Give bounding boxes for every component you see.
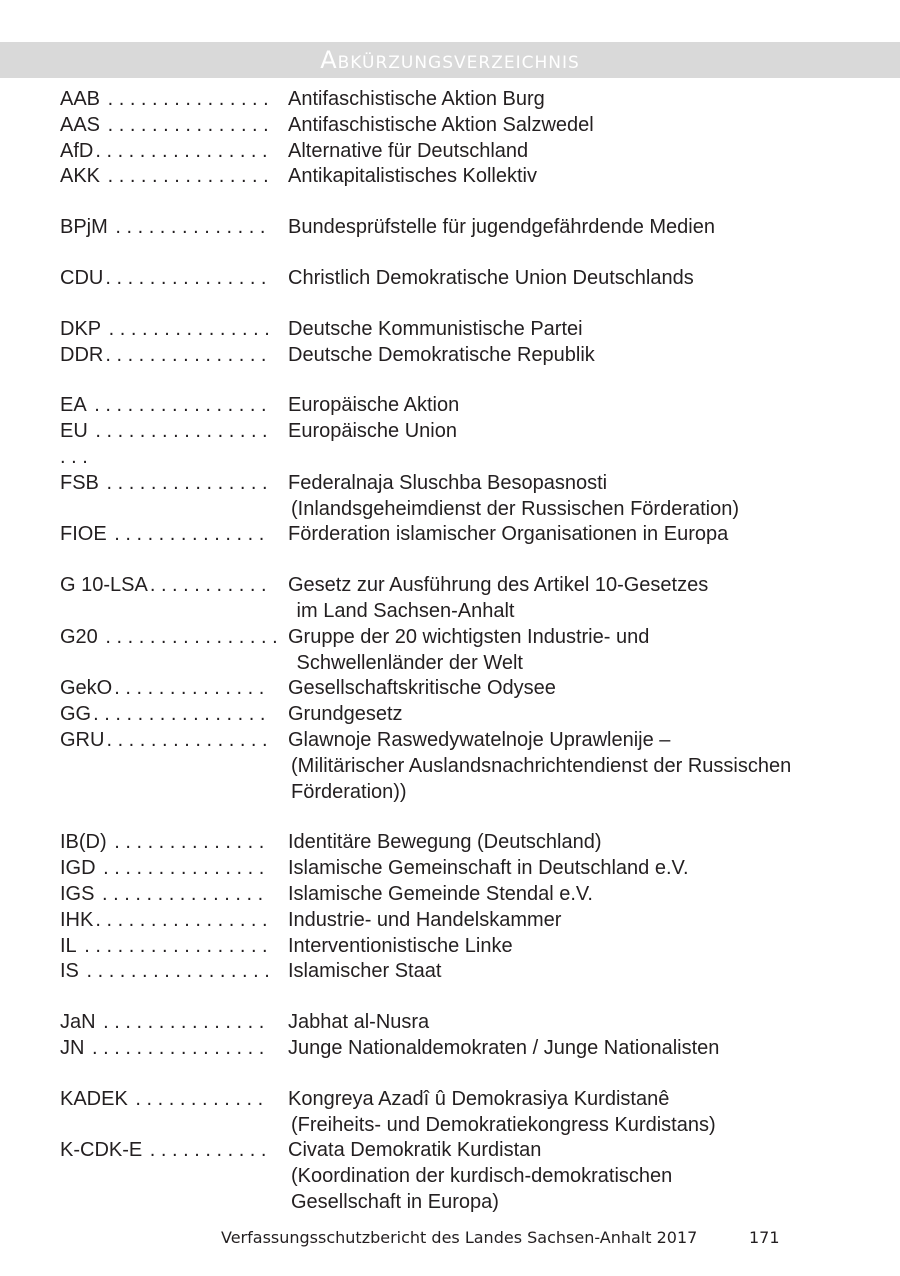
- abbreviation-entry-continuation: [60, 754, 860, 780]
- abbreviation-entry-continuation: [60, 651, 860, 677]
- leader-dots: . . . . . . . . . . . . . . .: [96, 882, 264, 905]
- abbreviation-entry: [60, 625, 860, 651]
- abbreviation-definition: Europäische Union: [288, 420, 457, 443]
- abbreviation-entry-continuation: [60, 1190, 860, 1216]
- abbreviation-definition: Förderation)): [291, 780, 407, 803]
- abbreviation-definition: (Militärischer Auslandsnachrichtendienst der Russischen: [291, 754, 792, 777]
- abbreviation-code: AAS: [60, 113, 101, 136]
- abbreviation-code: EA: [60, 394, 87, 417]
- leader-dots: . . . . . . . . . . . . . .: [114, 677, 265, 700]
- footer-title: Verfassungsschutzbericht des Landes Sachsen-Anhalt 2017: [221, 1228, 698, 1247]
- abbreviation-entry-continuation: [60, 780, 860, 806]
- group-spacer: [60, 1062, 860, 1087]
- abbreviation-code: . . .: [60, 445, 88, 468]
- abbreviation-code: EU: [60, 420, 88, 443]
- abbreviation-definition: im Land Sachsen-Anhalt: [291, 599, 515, 622]
- abbreviation-entry: [60, 959, 860, 985]
- abbreviation-term: [60, 87, 288, 113]
- abbreviation-code: K-CDK-E: [60, 1139, 143, 1162]
- abbreviation-definition: Islamische Gemeinde Stendal e.V.: [288, 882, 593, 905]
- group-spacer: [60, 292, 860, 317]
- abbreviation-definition: Industrie- und Handelskammer: [288, 908, 562, 931]
- abbreviation-code: IHK: [60, 908, 94, 931]
- leader-dots: . . . . . . . . . . . . . .: [108, 831, 265, 854]
- leader-dots: . . . . . . . . . . . . . . .: [100, 471, 268, 494]
- abbreviation-entry: [60, 139, 860, 165]
- abbreviation-code: G20: [60, 625, 98, 648]
- leader-dots: . . . . . . . . . . . . . . . .: [99, 625, 278, 648]
- abbreviation-code: AfD: [60, 139, 94, 162]
- abbreviation-definition: [288, 445, 860, 471]
- leader-dots: . . . . . . . . . . . . . . .: [97, 857, 265, 880]
- abbreviation-term: [60, 830, 288, 856]
- leader-dots: . . . . . . . . . . . . . . .: [106, 728, 268, 751]
- abbreviation-code: IGD: [60, 857, 96, 880]
- abbreviation-code: GG: [60, 703, 92, 726]
- abbreviation-code: FSB: [60, 471, 99, 494]
- abbreviation-term: [60, 1113, 288, 1139]
- abbreviation-code: DDR: [60, 343, 104, 366]
- leader-dots: . . . . . . . . . . . . . . . . .: [78, 934, 268, 957]
- abbreviation-code: IS: [60, 960, 79, 983]
- abbreviation-term: [60, 676, 288, 702]
- abbreviation-code: FIOE: [60, 523, 107, 546]
- abbreviation-definition: Antifaschistische Aktion Burg: [288, 88, 545, 110]
- abbreviation-term: [60, 1036, 288, 1062]
- abbreviation-entry: [60, 702, 860, 728]
- page-number: 171: [749, 1228, 780, 1247]
- leader-dots: . . . . . . . . . . . . . .: [108, 523, 265, 546]
- abbreviation-term: [60, 856, 288, 882]
- abbreviation-definition: Alternative für Deutschland: [288, 139, 529, 162]
- abbreviation-entry: [60, 215, 860, 241]
- section-header-bar: [0, 42, 900, 78]
- leader-dots: . . . . . . . . . . . . . . . .: [88, 394, 267, 417]
- abbreviation-definition: Gesellschaft in Europa): [291, 1190, 499, 1213]
- abbreviation-term: [60, 1087, 288, 1113]
- leader-dots: . . . . . . . . . . . . . . .: [102, 88, 269, 110]
- leader-dots: . . . . . . . . . . . . . . .: [102, 165, 269, 188]
- abbreviation-definition: Glawnoje Raswedywatelnoje Uprawlenije –: [288, 728, 671, 751]
- abbreviation-term: [60, 497, 288, 523]
- abbreviation-entry: [60, 419, 860, 445]
- section-title: Abkürzungsverzeichnis: [320, 46, 580, 74]
- abbreviation-entry: [60, 164, 860, 190]
- abbreviation-term: [60, 908, 288, 934]
- abbreviation-definition: Förderation islamischer Organisationen in Europa: [288, 523, 729, 546]
- abbreviation-entry: [60, 522, 860, 548]
- abbreviation-code: GRU: [60, 728, 105, 751]
- abbreviation-definition: Antikapitalistisches Kollektiv: [288, 165, 537, 188]
- abbreviation-entry-continuation: [60, 497, 860, 523]
- abbreviation-term: [60, 471, 288, 497]
- abbreviation-entry: [60, 393, 860, 419]
- abbreviation-term: [60, 728, 288, 754]
- abbreviation-code: DKP: [60, 317, 102, 340]
- leader-dots: . . . . . . . . . . . . . . .: [103, 317, 270, 340]
- abbreviation-term: [60, 702, 288, 728]
- abbreviation-definition: Junge Nationaldemokraten / Junge Nationalisten: [288, 1036, 720, 1059]
- abbreviation-definition: Kongreya Azadî û Demokrasiya Kurdistanê: [288, 1087, 670, 1110]
- abbreviation-term: [60, 343, 288, 369]
- abbreviation-term: [60, 599, 288, 625]
- leader-dots: . . . . . . . . . . . . . . .: [102, 113, 269, 136]
- group-spacer: [60, 190, 860, 215]
- abbreviation-entry: [60, 266, 860, 292]
- group-spacer: [60, 985, 860, 1010]
- group-spacer: [60, 805, 860, 830]
- abbreviation-term: [60, 266, 288, 292]
- abbreviation-definition: Deutsche Kommunistische Partei: [288, 317, 583, 340]
- abbreviation-definition: Antifaschistische Aktion Salzwedel: [288, 113, 594, 136]
- abbreviation-entry: [60, 113, 860, 139]
- leader-dots: . . . . . . . . . . . . . .: [109, 216, 266, 239]
- abbreviation-entry-continuation: [60, 1164, 860, 1190]
- leader-dots: . . . . . . . . . . . . . . . . .: [80, 960, 270, 983]
- abbreviation-entry: [60, 908, 860, 934]
- abbreviation-definition: Federalnaja Sluschba Besopasnosti: [288, 471, 608, 494]
- leader-dots: . . . . . . . . . . . .: [129, 1087, 264, 1110]
- abbreviation-definition: Schwellenländer der Welt: [291, 651, 523, 674]
- abbreviation-term: [60, 139, 288, 165]
- abbreviation-entry: [60, 1138, 860, 1164]
- abbreviation-entry: [60, 830, 860, 856]
- abbreviation-term: [60, 1164, 288, 1190]
- abbreviation-term: [60, 651, 288, 677]
- abbreviation-term: [60, 1010, 288, 1036]
- abbreviation-term: [60, 113, 288, 139]
- abbreviation-entry: [60, 728, 860, 754]
- abbreviation-entry: [60, 445, 860, 471]
- abbreviation-definition: Deutsche Demokratische Republik: [288, 343, 595, 366]
- abbreviation-code: IGS: [60, 882, 95, 905]
- abbreviation-entry: [60, 856, 860, 882]
- group-spacer: [60, 548, 860, 573]
- abbreviation-entry: [60, 882, 860, 908]
- abbreviation-code: CDU: [60, 266, 104, 289]
- abbreviation-code: KADEK: [60, 1087, 128, 1110]
- abbreviation-term: [60, 215, 288, 241]
- group-spacer: [60, 241, 860, 266]
- abbreviation-code: AAB: [60, 88, 101, 110]
- abbreviation-definition: Gesellschaftskritische Odysee: [288, 677, 556, 700]
- leader-dots: . . . . . . . . . . . . . . . .: [89, 420, 268, 443]
- abbreviation-entry: [60, 471, 860, 497]
- leader-dots: . . . . . . . . . . . . . . . .: [95, 908, 268, 931]
- abbreviation-term: [60, 522, 288, 548]
- abbreviation-term: [60, 445, 288, 471]
- abbreviation-definition: (Freiheits- und Demokratiekongress Kurdistans): [291, 1113, 716, 1136]
- leader-dots: . . . . . . . . . . . . . . .: [97, 1011, 265, 1034]
- abbreviation-list: [60, 87, 860, 1216]
- leader-dots: . . . . . . . . . . . . . . . .: [95, 139, 268, 162]
- abbreviation-code: IL: [60, 934, 77, 957]
- abbreviation-definition: Islamischer Staat: [288, 960, 442, 983]
- abbreviation-code: JaN: [60, 1011, 96, 1034]
- abbreviation-definition: Gruppe der 20 wichtigsten Industrie- und: [288, 625, 650, 648]
- abbreviation-term: [60, 934, 288, 960]
- abbreviation-term: [60, 393, 288, 419]
- abbreviation-entry: [60, 1036, 860, 1062]
- abbreviation-entry-continuation: [60, 599, 860, 625]
- leader-dots: . . . . . . . . . . .: [144, 1139, 267, 1162]
- abbreviation-entry: [60, 1087, 860, 1113]
- abbreviation-entry: [60, 573, 860, 599]
- abbreviation-term: [60, 625, 288, 651]
- abbreviation-entry: [60, 87, 860, 113]
- abbreviation-definition: Christlich Demokratische Union Deutschlands: [288, 266, 694, 289]
- abbreviation-term: [60, 882, 288, 908]
- abbreviation-definition: Interventionistische Linke: [288, 934, 513, 957]
- abbreviation-term: [60, 959, 288, 985]
- abbreviation-definition: (Koordination der kurdisch-demokratischen: [291, 1165, 673, 1188]
- leader-dots: . . . . . . . . . . .: [149, 574, 267, 597]
- leader-dots: . . . . . . . . . . . . . . .: [105, 343, 267, 366]
- abbreviation-entry: [60, 676, 860, 702]
- abbreviation-term: [60, 419, 288, 445]
- abbreviation-code: GekO: [60, 677, 113, 700]
- leader-dots: . . . . . . . . . . . . . . . .: [93, 703, 266, 726]
- abbreviation-term: [60, 1138, 288, 1164]
- abbreviation-code: JN: [60, 1036, 85, 1059]
- abbreviation-entry: [60, 1010, 860, 1036]
- abbreviation-entry: [60, 343, 860, 369]
- abbreviation-definition: Identitäre Bewegung (Deutschland): [288, 831, 602, 854]
- abbreviation-term: [60, 754, 288, 780]
- abbreviation-definition: Europäische Aktion: [288, 394, 460, 417]
- abbreviation-code: IB(D): [60, 831, 107, 854]
- abbreviation-definition: Islamische Gemeinschaft in Deutschland e.V.: [288, 857, 689, 880]
- abbreviation-term: [60, 573, 288, 599]
- abbreviation-code: BPjM: [60, 216, 108, 239]
- abbreviation-entry: [60, 934, 860, 960]
- abbreviation-definition: Bundesprüfstelle für jugendgefährdende Medien: [288, 216, 715, 239]
- abbreviation-entry-continuation: [60, 1113, 860, 1139]
- abbreviation-term: [60, 1190, 288, 1216]
- abbreviation-definition: Civata Demokratik Kurdistan: [288, 1139, 542, 1162]
- abbreviation-definition: Grundgesetz: [288, 703, 403, 726]
- group-spacer: [60, 368, 860, 393]
- abbreviation-code: G 10-LSA: [60, 574, 148, 597]
- abbreviation-definition: (Inlandsgeheimdienst der Russischen Förderation): [291, 497, 740, 520]
- abbreviation-term: [60, 317, 288, 343]
- abbreviation-term: [60, 164, 288, 190]
- abbreviation-code: AKK: [60, 165, 101, 188]
- abbreviation-entry: [60, 317, 860, 343]
- abbreviation-definition: Gesetz zur Ausführung des Artikel 10-Gesetzes: [288, 574, 709, 597]
- leader-dots: . . . . . . . . . . . . . . .: [105, 266, 267, 289]
- abbreviation-term: [60, 780, 288, 806]
- leader-dots: . . . . . . . . . . . . . . . .: [86, 1036, 265, 1059]
- abbreviation-definition: Jabhat al-Nusra: [288, 1011, 430, 1034]
- page-footer: [0, 1228, 900, 1252]
